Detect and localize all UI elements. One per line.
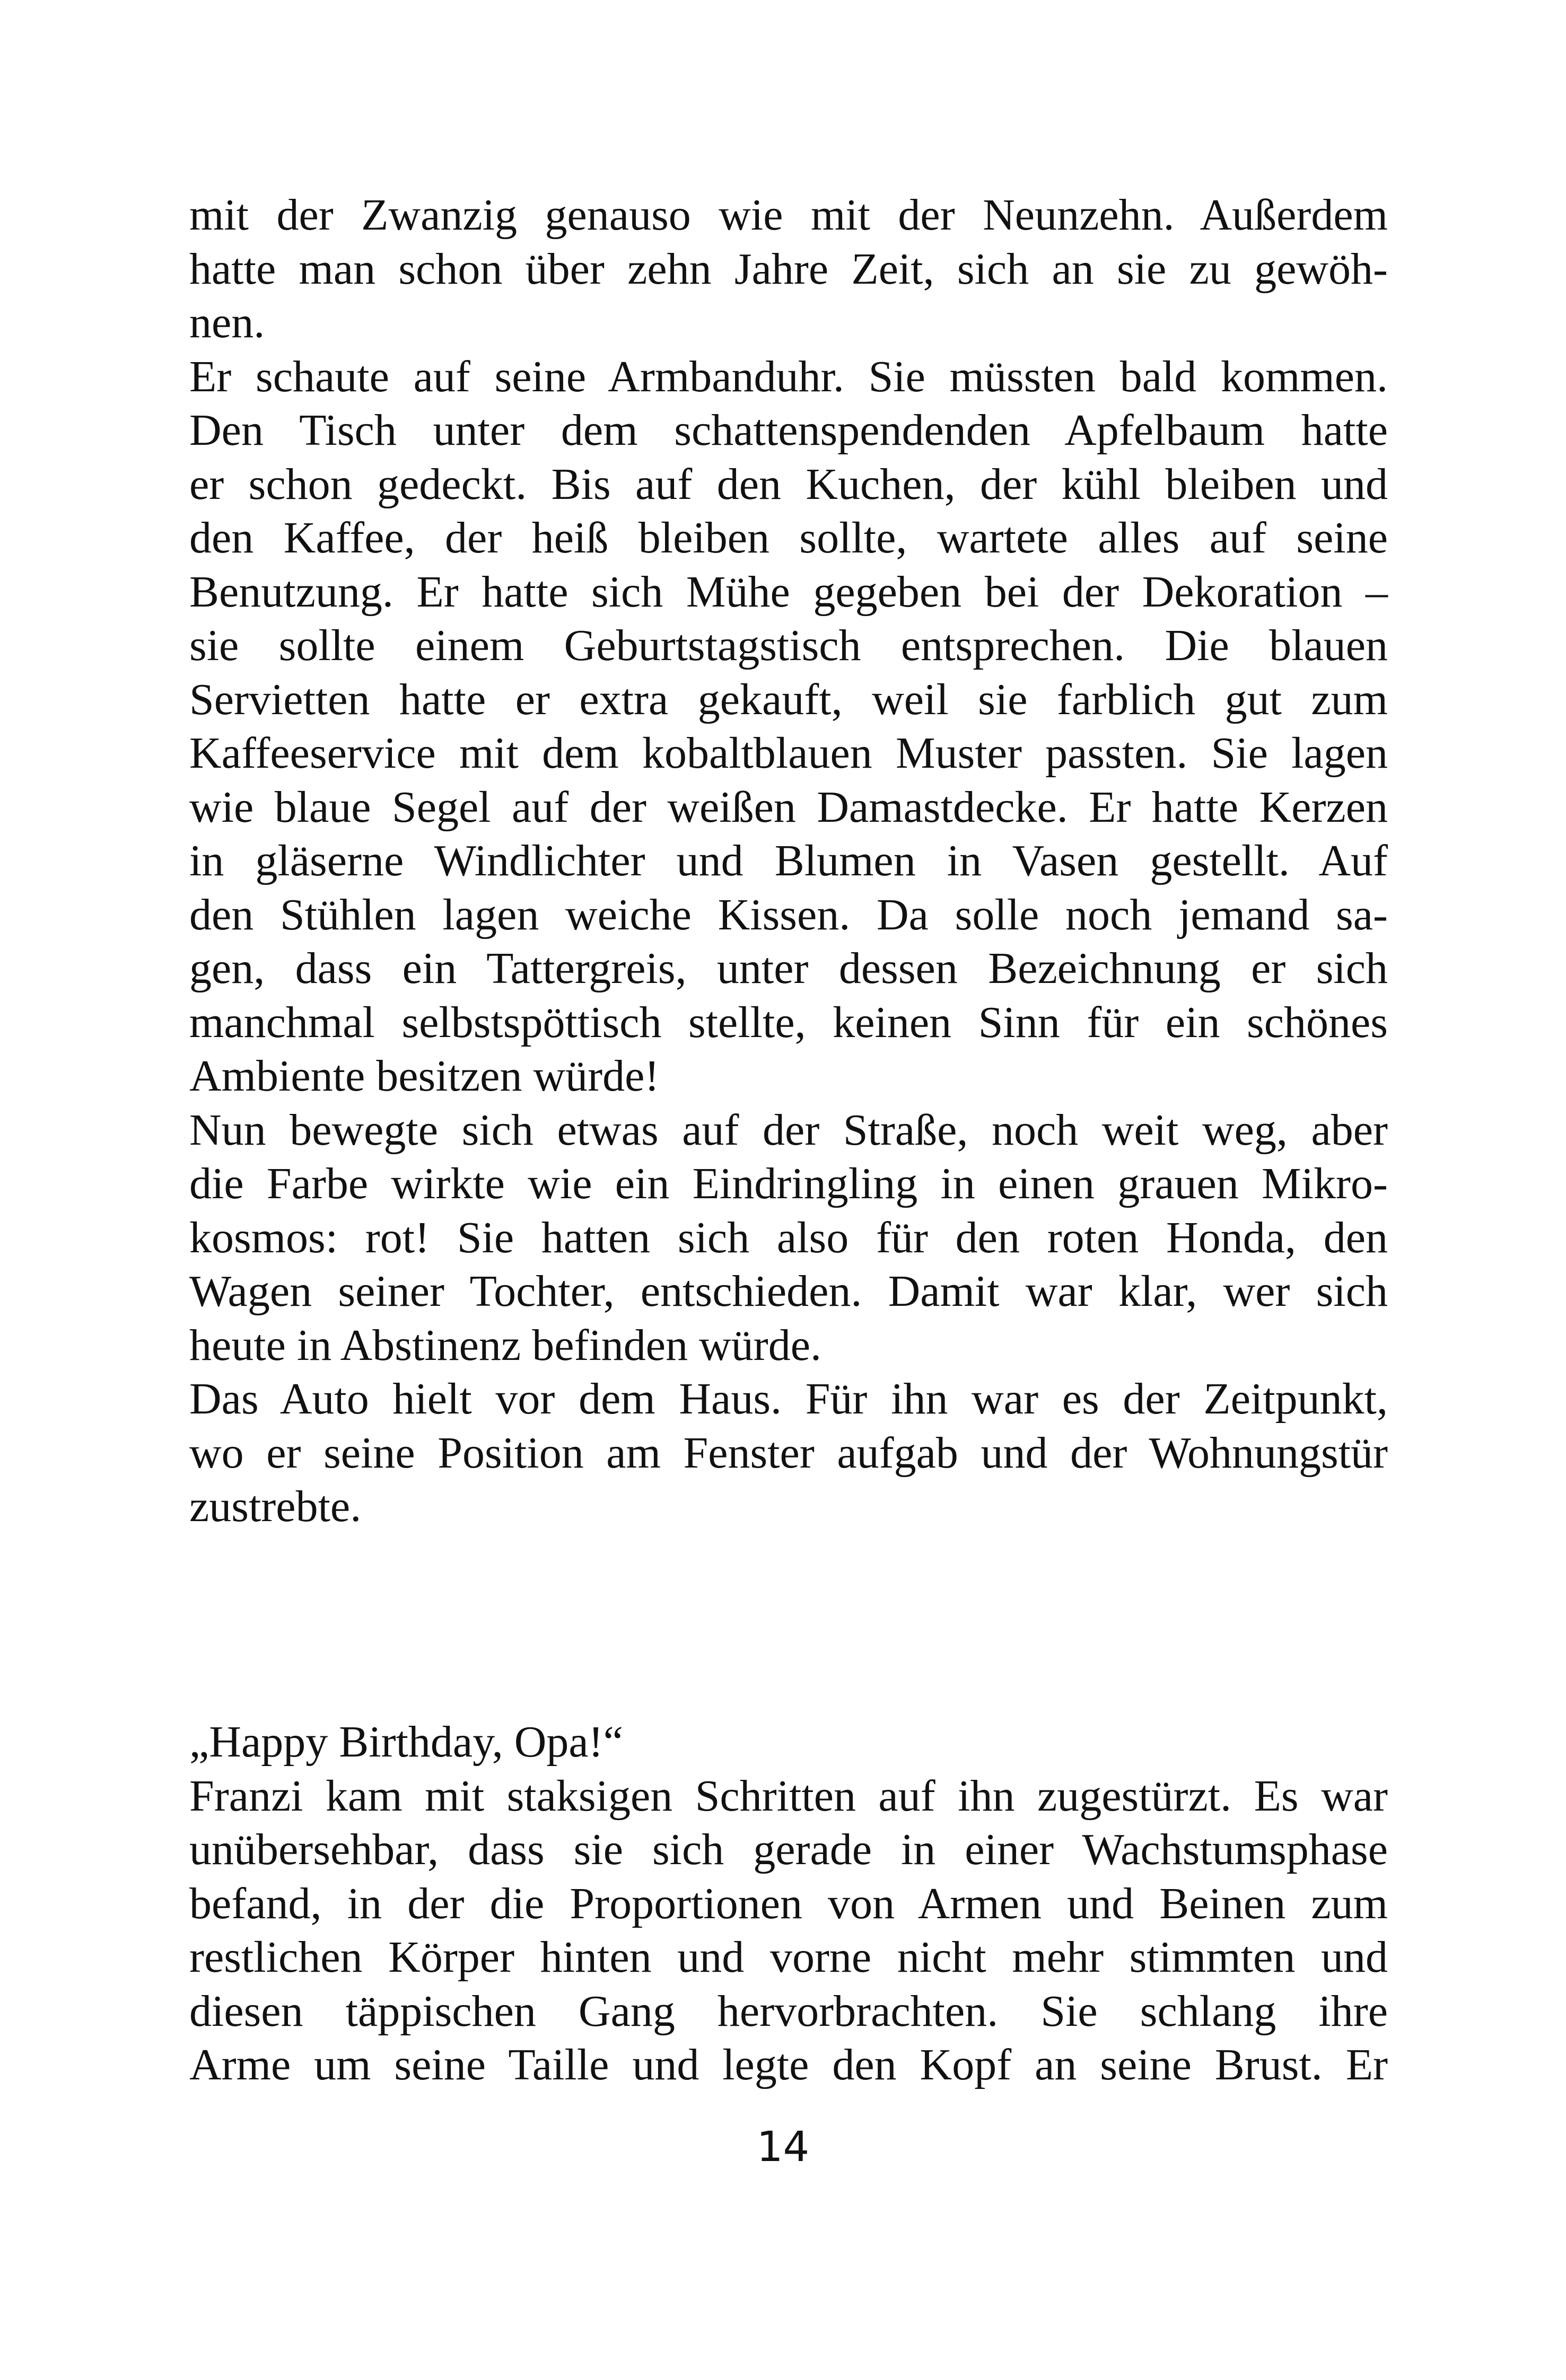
section-2-line: unübersehbar, dass sie sich gerade in einer Wachstumsphase [189, 1825, 1388, 1874]
section-1-line: den Stühlen lagen weiche Kissen. Da solle noch jemand sa- [189, 890, 1388, 939]
section-1-line: mit der Zwanzig genauso wie mit der Neunzehn. Außerdem [189, 190, 1388, 240]
section-1-line: Das Auto hielt vor dem Haus. Für ihn war es der Zeitpunkt, [189, 1374, 1388, 1424]
section-1-line: wo er seine Position am Fenster aufgab und der Wohnungstür [189, 1428, 1388, 1478]
section-2-line: restlichen Körper hinten und vorne nicht mehr stimmten und [189, 1933, 1388, 1982]
section-2-line: Franzi kam mit staksigen Schritten auf ihn zugestürzt. Es war [189, 1771, 1388, 1821]
section-1-line: Ambiente besitzen würde! [189, 1051, 660, 1101]
section-1-line: wie blaue Segel auf der weißen Damastdecke. Er hatte Kerzen [189, 782, 1388, 832]
section-1-line: Wagen seiner Tochter, entschieden. Damit war klar, wer sich [189, 1267, 1388, 1316]
section-1-line: den Kaffee, der heiß bleiben sollte, wartete alles auf seine [189, 513, 1388, 563]
section-1-line: hatte man schon über zehn Jahre Zeit, sich an sie zu gewöh- [189, 244, 1388, 294]
section-1-line: kosmos: rot! Sie hatten sich also für den roten Honda, den [189, 1213, 1388, 1262]
section-1-line: Servietten hatte er extra gekauft, weil sie farblich gut zum [189, 674, 1388, 724]
section-1-line: gen, dass ein Tattergreis, unter dessen Bezeichnung er sich [189, 944, 1388, 993]
section-1-line: die Farbe wirkte wie ein Eindringling in einen grauen Mikro- [189, 1159, 1388, 1208]
section-1-line: Er schaute auf seine Armbanduhr. Sie müssten bald kommen. [189, 352, 1388, 401]
section-2-line: „Happy Birthday, Opa!“ [189, 1717, 623, 1767]
section-1-line: nen. [189, 298, 265, 347]
section-1-line: heute in Abstinenz befinden würde. [189, 1320, 821, 1370]
section-1-line: Nun bewegte sich etwas auf der Straße, noch weit weg, aber [189, 1105, 1388, 1155]
section-2-line: befand, in der die Proportionen von Armen und Beinen zum [189, 1878, 1388, 1928]
section-2-line: diesen täppischen Gang hervorbrachten. Sie schlang ihre [189, 1986, 1388, 2036]
page-number: 14 [756, 2123, 810, 2171]
section-1-line: Den Tisch unter dem schattenspendenden Apfelbaum hatte [189, 406, 1388, 455]
body-text-section-1 [189, 188, 1388, 1534]
section-1-line: er schon gedeckt. Bis auf den Kuchen, der kühl bleiben und [189, 459, 1388, 509]
section-1-line: zustrebte. [189, 1482, 362, 1531]
section-2-line: Arme um seine Taille und legte den Kopf an seine Brust. Er [189, 2040, 1388, 2089]
section-1-line: Kaffeeservice mit dem kobaltblauen Muster passten. Sie lagen [189, 728, 1388, 778]
section-1-line: Benutzung. Er hatte sich Mühe gegeben bei der Dekoration – [189, 567, 1388, 617]
body-text-section-2 [189, 1715, 1388, 2092]
section-1-line: manchmal selbstspöttisch stellte, keinen Sinn für ein schönes [189, 997, 1388, 1047]
section-1-line: in gläserne Windlichter und Blumen in Vasen gestellt. Auf [189, 836, 1388, 885]
section-1-line: sie sollte einem Geburtstagstisch entsprechen. Die blauen [189, 621, 1388, 670]
